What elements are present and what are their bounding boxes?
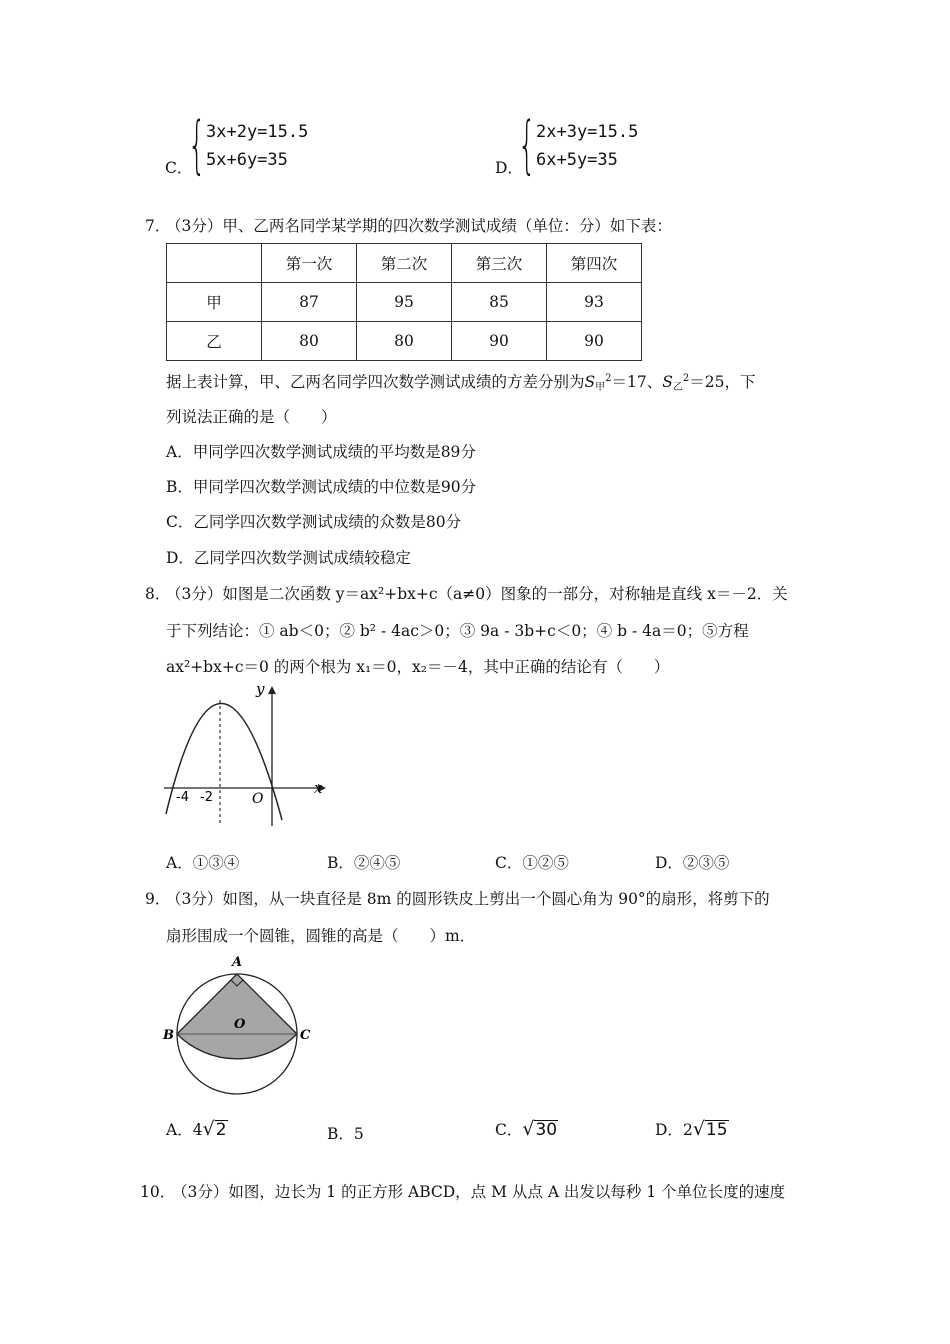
variance-s-yi: S: [662, 373, 673, 391]
q6-option-c-brace: {: [188, 108, 206, 181]
q9-option-c-radicand: 30: [535, 1120, 558, 1140]
circle-sector-figure: [160, 950, 320, 1095]
q8-line-2: 于下列结论：① ab＜0；② b² - 4ac＞0；③ 9a - 3b+c＜0；④ b - 4a＝0；⑤方程: [166, 622, 749, 640]
table-cell: 第三次: [452, 244, 547, 283]
sub-yi: 乙: [672, 382, 683, 393]
q9-line-1: （3分）如图，从一块直径是 8m 的圆形铁皮上剪出一个圆心角为 90°的扇形，将剪下的: [166, 890, 770, 908]
q7-stem: （3分）甲、乙两名同学某学期的四次数学测试成绩（单位：分）如下表：: [166, 217, 672, 235]
origin-label: O: [252, 791, 264, 807]
q6-d-eq1: 2x+3y=15.5: [536, 122, 639, 142]
q9-line-2: 扇形围成一个圆锥，圆锥的高是（ ）m．: [166, 927, 476, 945]
q9-option-b-label: B．: [327, 1125, 354, 1143]
point-b-label: B: [163, 1028, 174, 1043]
q9-option-d: [655, 1118, 729, 1140]
tick-minus-4: -4: [176, 790, 189, 805]
q9-option-b: [327, 1122, 364, 1144]
q8-option-a: A．①③④: [166, 854, 240, 872]
sup-square-2: 2: [682, 373, 690, 384]
q6-d-eq2: 6x+5y=35: [536, 150, 618, 170]
q7-option-b: B．甲同学四次数学测试成绩的中位数是90分: [166, 478, 477, 496]
score-table: [166, 243, 642, 361]
q6-option-c-label: C．: [165, 159, 193, 177]
q9-option-a-label: A．: [166, 1121, 193, 1139]
q7-option-c: C．乙同学四次数学测试成绩的众数是80分: [166, 513, 462, 531]
table-cell: 80: [262, 322, 357, 361]
tick-minus-2: -2: [200, 790, 213, 805]
table-header-row: [167, 244, 642, 283]
q9-option-b-value: 5: [353, 1125, 364, 1143]
q9-option-a: [166, 1118, 228, 1140]
point-a-label: A: [232, 955, 243, 970]
q10-line-1: （3分）如图，边长为 1 的正方形 ABCD，点 M 从点 A 出发以每秒 1 个单位长度的速度: [172, 1183, 786, 1201]
q6-option-d-brace: {: [518, 108, 536, 181]
radical-icon: √: [202, 1118, 215, 1140]
sub-jia: 甲: [595, 382, 606, 393]
table-row: [167, 283, 642, 322]
point-o-label: O: [234, 1017, 246, 1032]
q9-option-d-radicand: 15: [705, 1120, 728, 1140]
q10-number: 10．: [140, 1183, 176, 1201]
y-axis-label: y: [256, 680, 265, 698]
q8-option-c: C．①②⑤: [495, 854, 569, 872]
table-cell: 95: [357, 283, 452, 322]
table-cell: 第一次: [262, 244, 357, 283]
variance-s-jia: S: [584, 373, 596, 391]
q9-option-a-radicand: 2: [215, 1120, 227, 1140]
table-cell: 90: [452, 322, 547, 361]
parabola-graph: [160, 680, 340, 830]
q9-option-c-label: C．: [495, 1121, 523, 1139]
table-cell: 87: [262, 283, 357, 322]
radical-icon: √: [522, 1118, 535, 1140]
q9-option-d-coef: 2: [682, 1121, 693, 1139]
q6-c-eq1: 3x+2y=15.5: [206, 122, 309, 142]
q6-c-eq2: 5x+6y=35: [206, 150, 288, 170]
q7-option-d: D．乙同学四次数学测试成绩较稳定: [166, 549, 411, 567]
q7-eq-jia: ＝17、: [611, 373, 663, 391]
q8-line-3: ax²+bx+c＝0 的两个根为 x₁＝0，x₂＝－4，其中正确的结论有（ ）: [166, 658, 670, 676]
q9-option-d-label: D．: [655, 1121, 683, 1139]
table-row: [167, 322, 642, 361]
q7-paragraph-2: 列说法正确的是（ ）: [166, 408, 337, 426]
y-axis-arrow: [268, 686, 276, 694]
table-cell: 85: [452, 283, 547, 322]
q9-option-c: [495, 1118, 558, 1140]
table-cell: [167, 244, 262, 283]
q8-number: 8．: [145, 585, 171, 603]
table-cell: 第四次: [547, 244, 642, 283]
q9-number: 9．: [145, 890, 171, 908]
table-cell: 甲: [167, 283, 262, 322]
q7-option-a: A．甲同学四次数学测试成绩的平均数是89分: [166, 443, 476, 461]
sup-square-1: 2: [605, 373, 612, 384]
table-cell: 乙: [167, 322, 262, 361]
table-cell: 93: [547, 283, 642, 322]
q8-option-d: D．②③⑤: [655, 854, 730, 872]
q8-line-1: （3分）如图是二次函数 y＝ax²+bx+c（a≠0）图象的一部分，对称轴是直线 x＝－2．关: [166, 585, 788, 603]
q7-para1-text: 据上表计算，甲、乙两名同学四次数学测试成绩的方差分别为: [166, 373, 585, 391]
table-cell: 90: [547, 322, 642, 361]
q8-option-b: B．②④⑤: [327, 854, 401, 872]
q7-paragraph-1: [166, 370, 755, 393]
radical-icon: √: [692, 1118, 705, 1140]
table-cell: 80: [357, 322, 452, 361]
table-cell: 第二次: [357, 244, 452, 283]
q6-option-d-label: D．: [495, 159, 523, 177]
q9-option-a-coef: 4: [192, 1121, 203, 1139]
q6-option-d-system: [536, 118, 638, 174]
q6-option-c-system: [206, 118, 308, 174]
point-c-label: C: [300, 1028, 311, 1043]
q7-eq-yi: ＝25，下: [689, 373, 756, 391]
q7-number: 7．: [145, 217, 171, 235]
x-axis-label: x: [314, 779, 323, 797]
